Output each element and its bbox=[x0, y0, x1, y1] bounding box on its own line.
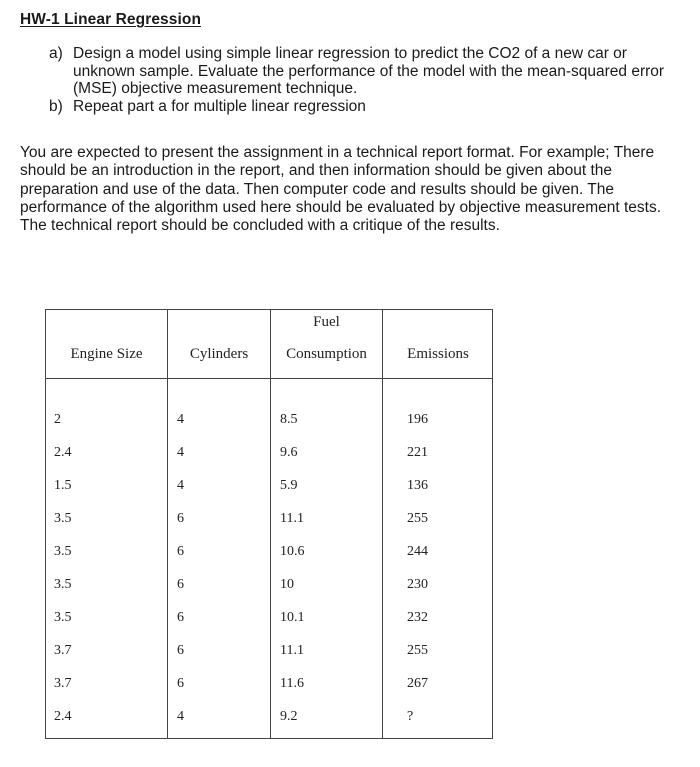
table-cell: 11.6 bbox=[280, 676, 304, 691]
header-engine-size: Engine Size bbox=[70, 346, 143, 362]
table-cell: 9.2 bbox=[280, 709, 298, 724]
table-cell: ? bbox=[407, 709, 414, 724]
task-list bbox=[49, 45, 689, 115]
table-cell: 5.9 bbox=[280, 478, 298, 493]
table-cell: 221 bbox=[407, 445, 428, 460]
table-cell: 136 bbox=[407, 478, 428, 493]
column-divider bbox=[270, 310, 271, 738]
table-cell: 3.7 bbox=[54, 676, 72, 691]
assignment-title: HW-1 Linear Regression bbox=[20, 11, 202, 28]
table-cell: 6 bbox=[177, 577, 184, 592]
table-cell: 8.5 bbox=[280, 412, 298, 427]
table-cell: 255 bbox=[407, 643, 428, 658]
task-text: Repeat part a for multiple linear regression bbox=[73, 97, 366, 115]
table-cell: 6 bbox=[177, 511, 184, 526]
header-consumption: Consumption bbox=[286, 346, 367, 362]
table-cell: 4 bbox=[177, 445, 184, 460]
header-divider bbox=[46, 378, 492, 379]
table-cell: 10.6 bbox=[280, 544, 305, 559]
table-cell: 9.6 bbox=[280, 445, 298, 460]
table-cell: 4 bbox=[177, 412, 184, 427]
table-cell: 10.1 bbox=[280, 610, 305, 625]
column-divider bbox=[167, 310, 168, 738]
task-item bbox=[49, 98, 689, 116]
table-cell: 2 bbox=[54, 412, 61, 427]
column-divider bbox=[382, 310, 383, 738]
table-cell: 3.5 bbox=[54, 577, 72, 592]
instructions-paragraph: You are expected to present the assignment in a technical report format. For example; There should be an introduction in the report, and then information should be given about the preparation and use of the data. Then computer code and results should be given. The performance of the algorithm used here should be evaluated by objective measurement tests. The technical report should be concluded with a critique of the results. bbox=[20, 144, 662, 235]
table-cell: 230 bbox=[407, 577, 428, 592]
header-emissions: Emissions bbox=[407, 346, 469, 362]
table-cell: 6 bbox=[177, 544, 184, 559]
table-cell: 4 bbox=[177, 709, 184, 724]
table-cell: 2.4 bbox=[54, 445, 72, 460]
table-cell: 1.5 bbox=[54, 478, 72, 493]
table-cell: 3.5 bbox=[54, 610, 72, 625]
table-cell: 11.1 bbox=[280, 643, 304, 658]
task-label: b) bbox=[49, 97, 63, 115]
task-text: Design a model using simple linear regression to predict the CO2 of a new car or unknown sample. Evaluate the performance of the model with the mean-squared error (MSE) objective measurement technique. bbox=[73, 45, 665, 97]
task-label: a) bbox=[49, 45, 63, 62]
table-cell: 2.4 bbox=[54, 709, 72, 724]
table-cell: 232 bbox=[407, 610, 428, 625]
task-item bbox=[49, 45, 689, 98]
table-cell: 11.1 bbox=[280, 511, 304, 526]
header-fuel: Fuel bbox=[313, 314, 340, 330]
table-cell: 6 bbox=[177, 676, 184, 691]
header-cylinders: Cylinders bbox=[189, 346, 249, 362]
table-cell: 196 bbox=[407, 412, 428, 427]
data-table bbox=[45, 309, 493, 739]
table-cell: 3.5 bbox=[54, 544, 72, 559]
table-cell: 10 bbox=[280, 577, 294, 592]
table-cell: 3.5 bbox=[54, 511, 72, 526]
table-cell: 255 bbox=[407, 511, 428, 526]
table-cell: 244 bbox=[407, 544, 428, 559]
table-cell: 6 bbox=[177, 610, 184, 625]
table-cell: 267 bbox=[407, 676, 428, 691]
table-cell: 4 bbox=[177, 478, 184, 493]
table-cell: 3.7 bbox=[54, 643, 72, 658]
table-cell: 6 bbox=[177, 643, 184, 658]
